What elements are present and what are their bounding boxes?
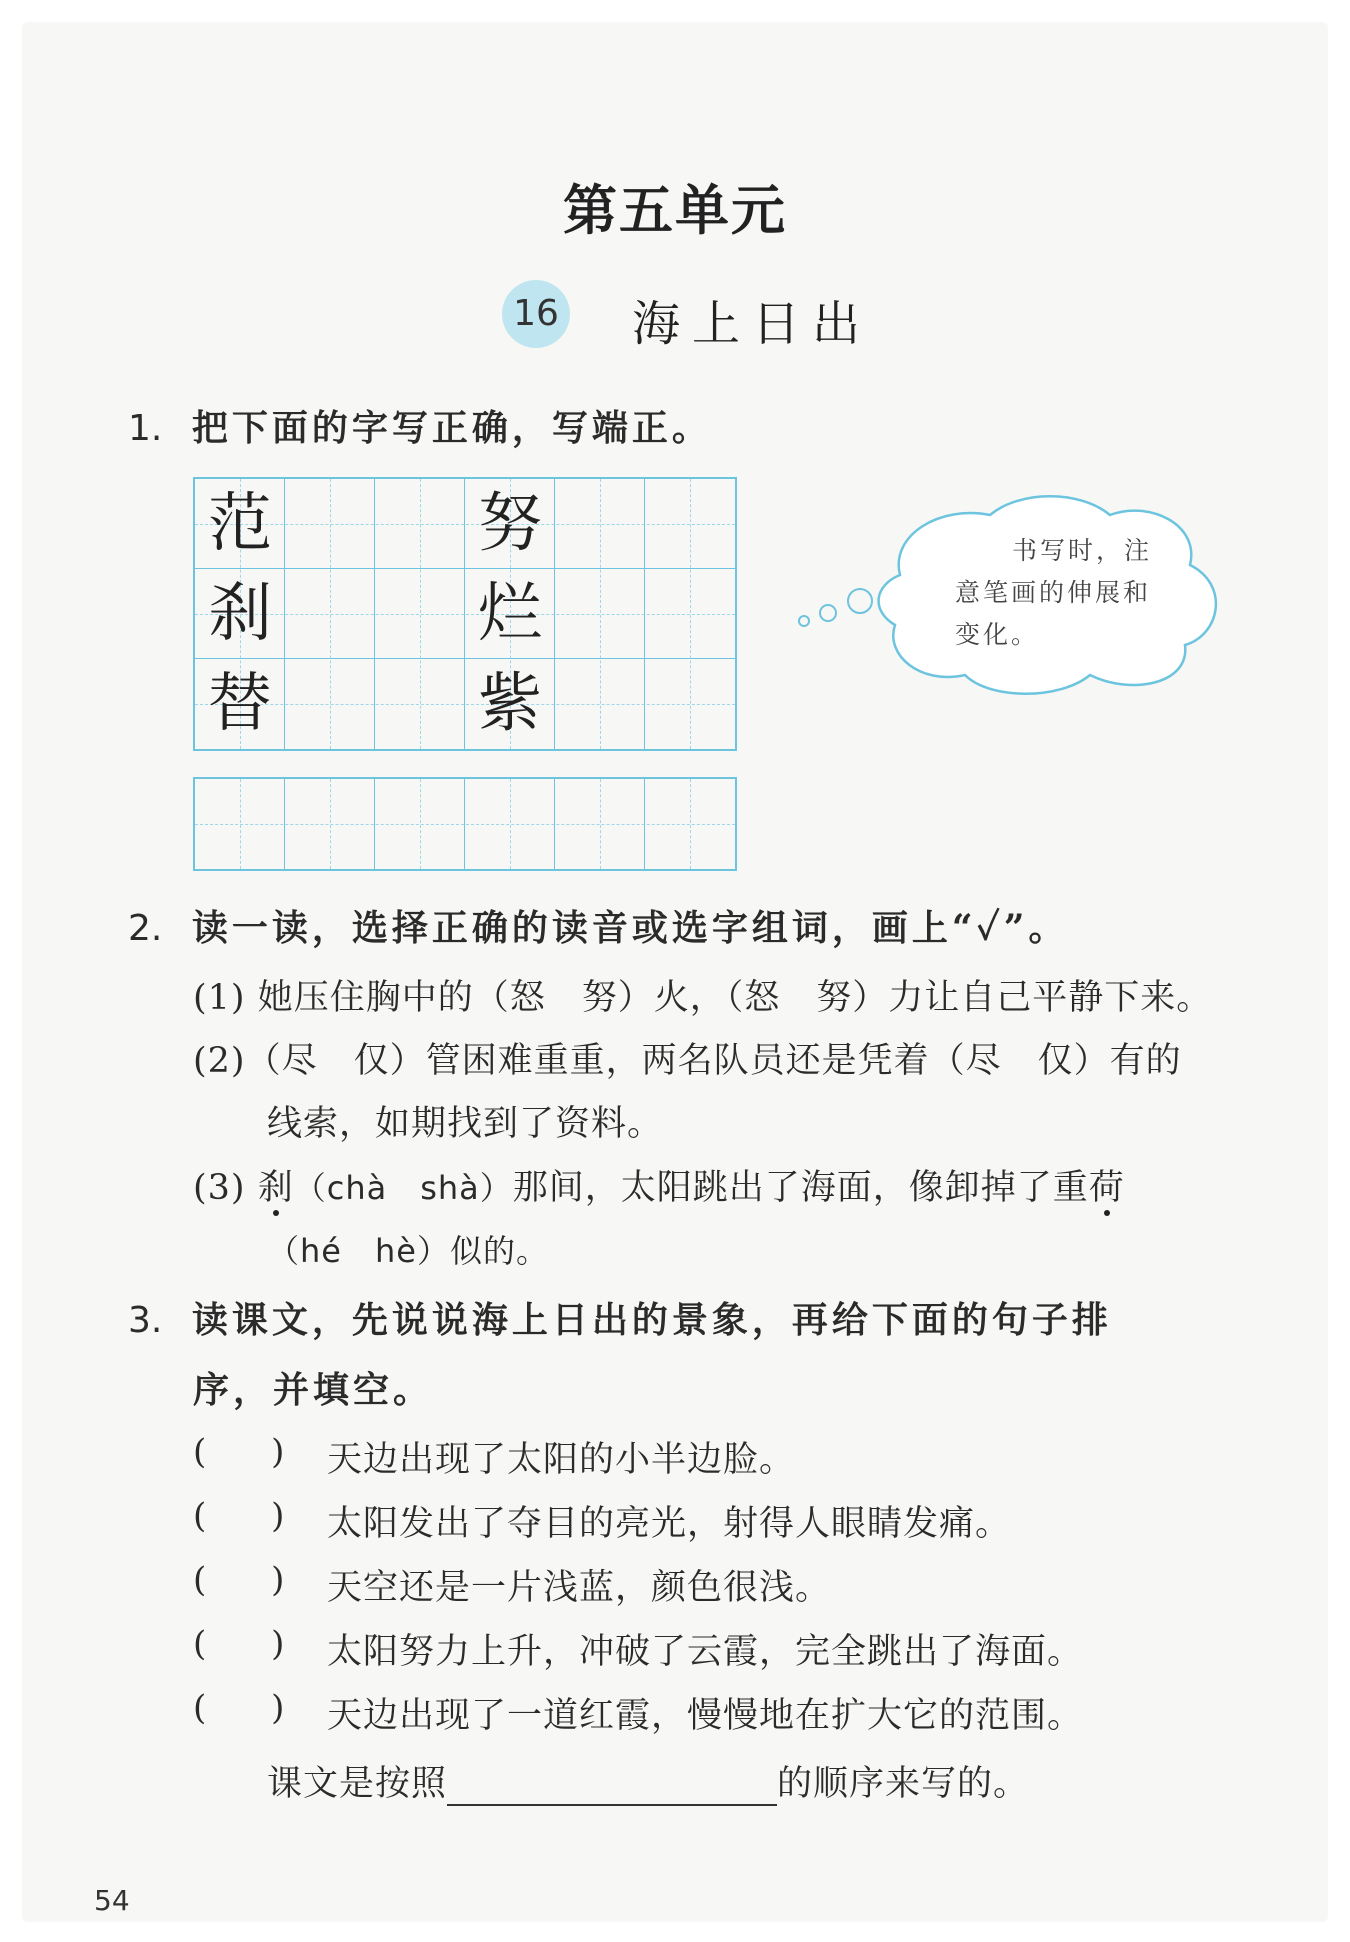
question-3-instruction-b: 序，并填空。 <box>193 1369 434 1411</box>
model-char: 烂 <box>478 577 542 651</box>
order-item-2: 太阳发出了夺目的亮光，射得人眼睛发痛。 <box>327 1504 1012 1544</box>
order-blank-5[interactable]: ( ) <box>193 1688 285 1728</box>
q2-sentence-1: (1) 她压住胸中的（怒 努）火，（怒 努）力让自己平静下来。 <box>193 978 1213 1018</box>
q2-s3-mid: 那间，太阳跳出了海面，像卸掉了重 <box>512 1168 1089 1208</box>
order-blank-3[interactable]: ( ) <box>193 1560 285 1600</box>
question-2-instruction: 读一读，选择正确的读音或选字组词，画上“✓”。 <box>191 907 1069 949</box>
question-1 <box>128 400 712 451</box>
q3-fill-sentence <box>267 1756 1029 1806</box>
model-char: 范 <box>208 487 272 561</box>
q2-sentence-3 <box>193 1160 1125 1210</box>
question-3 <box>128 1292 1112 1343</box>
question-1-instruction: 把下面的字写正确，写端正。 <box>191 407 712 449</box>
q2-sentence-2a: (2)（尽 仅）管困难重重，两名队员还是凭着（尽 仅）有的 <box>193 1041 1182 1081</box>
question-3-instruction-a: 读课文，先说说海上日出的景象，再给下面的句子排 <box>191 1299 1112 1341</box>
question-1-number: 1. <box>128 408 163 449</box>
bubble-line-2: 意笔画的伸展和 <box>955 578 1152 607</box>
order-item-1: 天边出现了太阳的小半边脸。 <box>327 1440 796 1480</box>
bubble-line-3: 变化。 <box>955 620 1040 649</box>
unit-title: 第五单元 <box>563 178 787 242</box>
bubble-line-1: 书写时，注 <box>1012 536 1153 565</box>
order-item-3: 天空还是一片浅蓝，颜色很浅。 <box>327 1568 832 1608</box>
question-3-cont <box>193 1362 433 1413</box>
model-char: 紫 <box>478 667 542 741</box>
lesson-number-badge: 16 <box>502 280 570 348</box>
q2-s3-char-2: 荷 <box>1088 1168 1125 1208</box>
q3-fill-prefix: 课文是按照 <box>267 1764 448 1804</box>
q3-fill-suffix: 的顺序来写的。 <box>777 1764 1030 1804</box>
order-item-4: 太阳努力上升，冲破了云霞，完全跳出了海面。 <box>327 1632 1084 1672</box>
q2-s3-char-1: 刹 <box>257 1168 294 1208</box>
question-3-number: 3. <box>128 1300 163 1341</box>
model-char: 刹 <box>208 577 272 651</box>
order-item-5: 天边出现了一道红霞，慢慢地在扩大它的范围。 <box>327 1696 1084 1736</box>
writing-grid-blank[interactable] <box>193 777 737 871</box>
q2-sentence-2b: 线索，如期找到了资料。 <box>267 1104 664 1144</box>
page-number: 54 <box>94 1884 130 1917</box>
q2-s3-pinyin-1[interactable]: （chà shà） <box>293 1169 513 1207</box>
q2-s3-prefix: (3) <box>193 1168 258 1208</box>
writing-grid-practice <box>193 477 737 751</box>
question-2 <box>128 900 1068 951</box>
model-char: 替 <box>208 667 272 741</box>
order-blank-2[interactable]: ( ) <box>193 1496 285 1536</box>
lesson-title: 海上日出 <box>632 296 873 352</box>
order-blank-4[interactable]: ( ) <box>193 1624 285 1664</box>
q2-sentence-3-line-2[interactable]: （hé hè）似的。 <box>267 1232 549 1270</box>
question-2-number: 2. <box>128 908 163 949</box>
model-char: 努 <box>478 487 542 561</box>
q3-fill-blank[interactable] <box>447 1772 777 1806</box>
order-blank-1[interactable]: ( ) <box>193 1432 285 1472</box>
